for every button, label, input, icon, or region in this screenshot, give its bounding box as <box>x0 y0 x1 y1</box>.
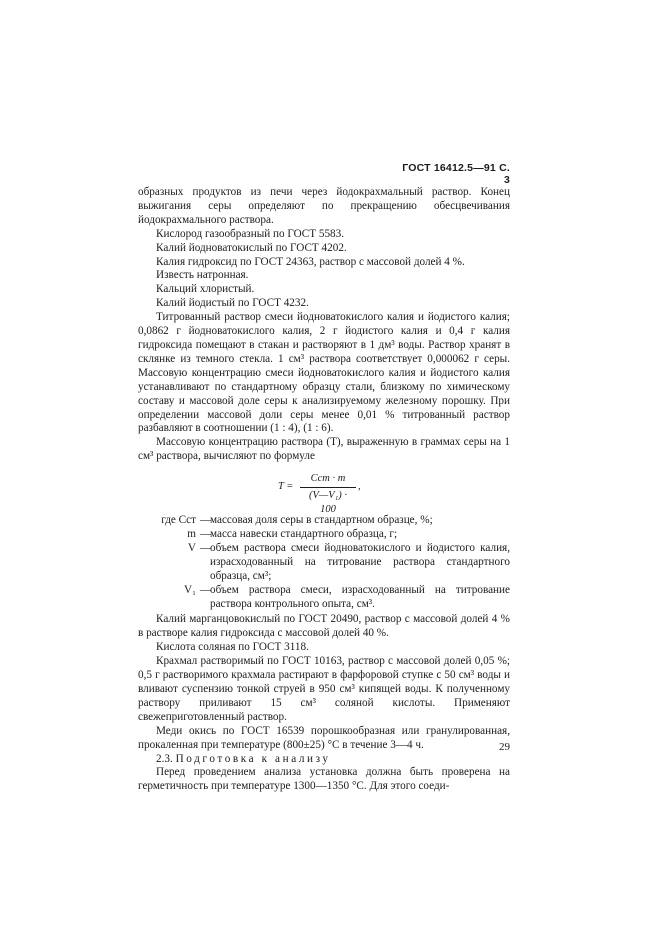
definition-text: объем раствора смеси, израсходованный на титрование раствора контрольного опыта, см³. <box>210 583 510 610</box>
definition-item <box>138 542 510 584</box>
section-heading <box>138 753 510 767</box>
paragraph-3: Калий йодноватокислый по ГОСТ 4202. <box>156 241 347 254</box>
formula <box>138 472 510 515</box>
definition-item <box>138 528 510 542</box>
definition-symbol: V <box>187 541 196 554</box>
paragraph-9: Массовую концентрацию раствора (T), выраженную в граммах серы на 1 см³ раствора, вычисляют по формуле <box>138 436 510 463</box>
definition-symbol: m <box>187 528 196 541</box>
paragraph-12: Крахмал растворимый по ГОСТ 10163, раствор с массовой долей 0,05 %; 0,5 г растворимого крахмала растирают в фарфоровой ступке с 50 см³ воды и вливают суспензию тонкой струей в 950 см³ кипящей воды. К полученному раствору приливают 15 см³ соляной кислоты. Применяют свежеприготовленный раствор. <box>138 655 510 723</box>
definition-item <box>138 584 510 612</box>
definition-symbol: V₁ <box>184 583 196 596</box>
formula-fraction <box>300 472 356 517</box>
definition-symbol: где Cст <box>161 514 196 527</box>
paragraph-11: Кислота соляная по ГОСТ 3118. <box>156 641 309 654</box>
paragraph-15: Перед проведением анализа установка должна быть проверена на герметичность при температуре 1300—1350 °С. Для этого соеди- <box>138 766 510 793</box>
document-body <box>138 186 510 794</box>
definition-text: объем раствора смеси йодноватокислого и йодистого калия, израсходованный на титрование раствора стандартного образца, см³; <box>210 541 510 582</box>
paragraph-7: Калий йодистый по ГОСТ 4232. <box>156 297 309 310</box>
formula-numerator: Cст · m <box>300 472 356 488</box>
definition-dash: — <box>200 583 212 596</box>
paragraph-2: Кислород газообразный по ГОСТ 5583. <box>156 227 345 240</box>
formula-denominator: (V—V₁) · 100 <box>308 490 348 515</box>
section-number: 2.3. <box>156 752 173 765</box>
definition-dash: — <box>200 528 212 541</box>
paragraph-5: Известь натронная. <box>156 269 249 282</box>
formula-tail: , <box>358 481 361 493</box>
formula-lhs: T = <box>278 481 294 493</box>
definition-dash: — <box>200 541 212 554</box>
paragraph-1: образных продуктов из печи через йодокрахмальный раствор. Конец выжигания серы определяют по прекращению обесцвечивания йодокрахмального раствора. <box>138 186 510 226</box>
paragraph-4: Калия гидроксид по ГОСТ 24363, раствор с массовой долей 4 %. <box>156 255 465 268</box>
paragraph-10: Калий марганцовокислый по ГОСТ 20490, раствор с массовой долей 4 % в растворе калия гидроксида с массовой долей 40 %. <box>138 613 510 640</box>
definition-dash: — <box>200 514 212 527</box>
paragraph-8: Титрованный раствор смеси йодноватокислого калия и йодистого калия; 0,0862 г йодноватокислого калия, 2 г йодистого калия и 0,4 г калия гидроксида помещают в стакан и растворяют в 1 дм³ воды. Раствор хранят в склянке из темного стекла. 1 см³ раствора соответствует 0,000062 г серы. Массовую концентрацию смеси йодноватокислого калия и йодистого калия устанавливают по стандартному образцу стали, близкому по химическому составу и массовой доле серы к анализируемому железному порошку. При определении массовой доли серы менее 0,01 % титрованный раствор разбавляют в соотношении (1 : 4), (1 : 6). <box>138 311 510 435</box>
definition-text: массовая доля серы в стандартном образце, %; <box>210 514 433 527</box>
section-title: Подготовка к анализу <box>175 752 331 765</box>
paragraph-6: Кальций хлористый. <box>156 283 255 296</box>
definition-text: масса навески стандартного образца, г; <box>210 528 398 541</box>
paragraph-13: Меди окись по ГОСТ 16539 порошкообразная или гранулированная, прокаленная при температуре (800±25) °С в течение 3—4 ч. <box>138 724 510 751</box>
page-header: ГОСТ 16412.5—91 С. 3 <box>402 162 510 186</box>
definitions-list <box>138 514 510 611</box>
page-number: 29 <box>499 741 510 753</box>
